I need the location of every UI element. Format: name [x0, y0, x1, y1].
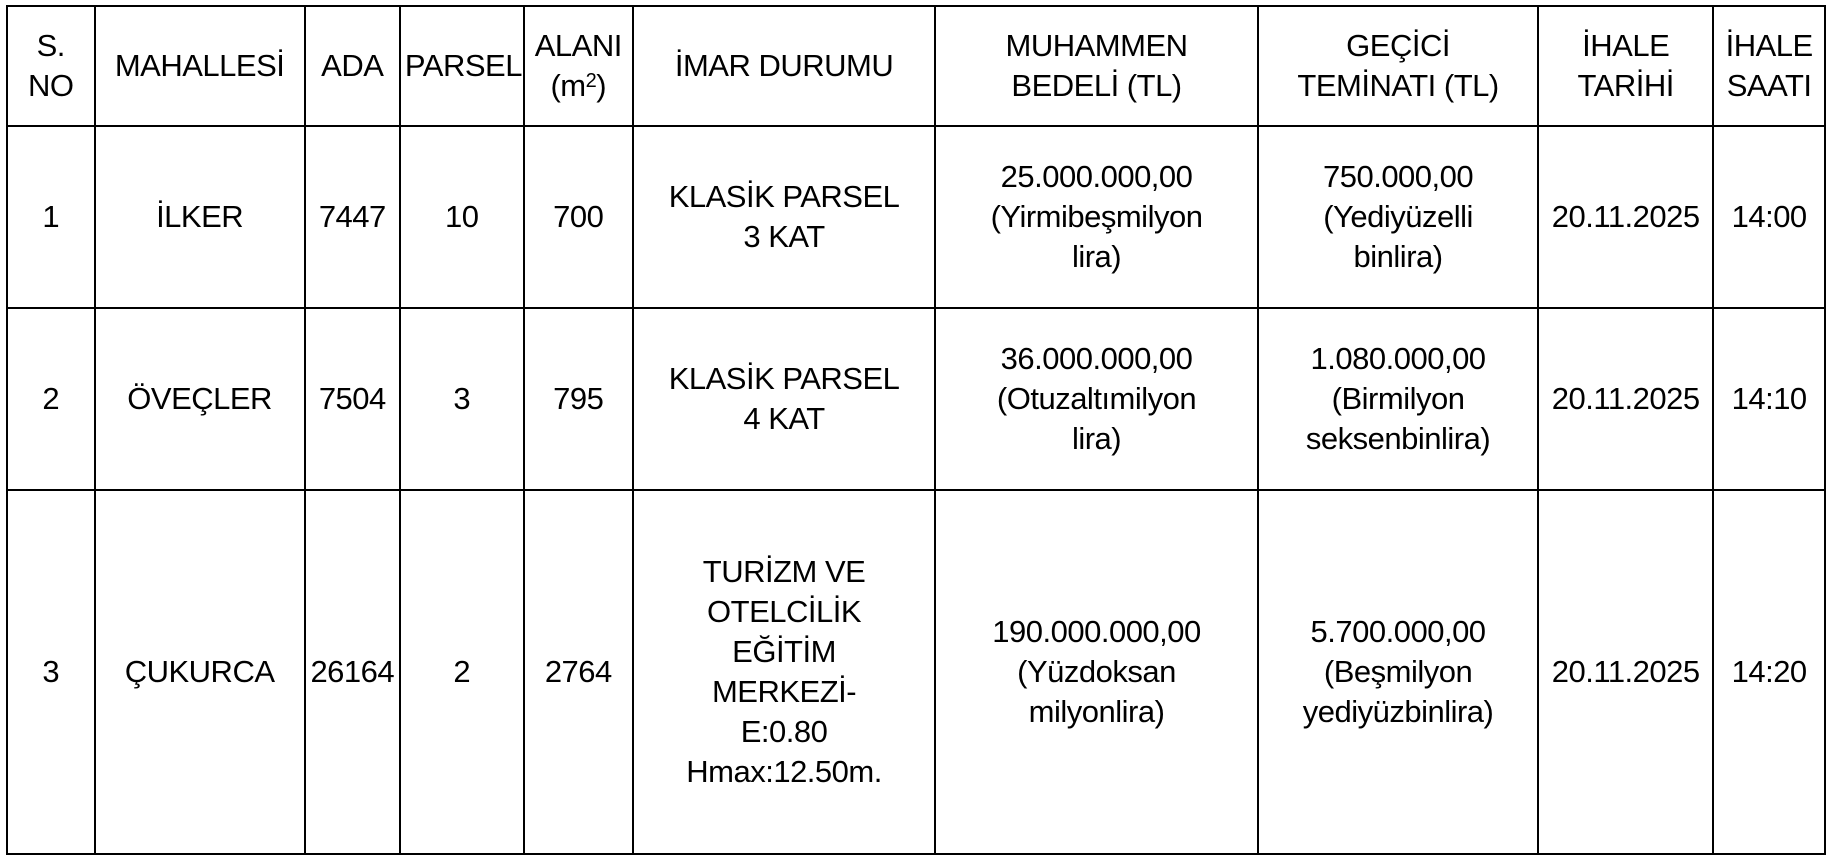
cell-imar-line: 3 KAT: [743, 219, 825, 254]
header-sno-line-1: S.: [36, 28, 65, 63]
header-tarih-line-2: TARİHİ: [1577, 68, 1674, 103]
cell-bedel: [935, 126, 1258, 308]
cell-tarih: 20.11.2025: [1538, 308, 1713, 490]
cell-alan: 700: [524, 126, 633, 308]
cell-bedel: [935, 490, 1258, 854]
cell-parsel: 2: [400, 490, 524, 854]
cell-mahalle: İLKER: [95, 126, 305, 308]
cell-teminat: [1258, 490, 1538, 854]
header-alani-unit-open: (m: [550, 68, 586, 103]
header-muhammen-line-1: MUHAMMEN: [1005, 28, 1188, 63]
cell-teminat-line: 5.700.000,00: [1310, 614, 1486, 649]
cell-imar: [633, 490, 935, 854]
cell-bedel-line: (Yüzdoksan: [1017, 654, 1176, 689]
header-alani-line-2: [529, 66, 628, 106]
header-sno: [7, 6, 95, 126]
header-imar: İMAR DURUMU: [633, 6, 935, 126]
cell-sno: 3: [7, 490, 95, 854]
auction-table: [6, 5, 1826, 855]
cell-imar: [633, 126, 935, 308]
cell-mahalle: ÇUKURCA: [95, 490, 305, 854]
cell-tarih: 20.11.2025: [1538, 126, 1713, 308]
cell-saat: 14:20: [1713, 490, 1825, 854]
cell-parsel: 10: [400, 126, 524, 308]
header-parsel: PARSEL: [400, 6, 524, 126]
cell-sno: 2: [7, 308, 95, 490]
header-teminat-line-2: TEMİNATI (TL): [1297, 68, 1499, 103]
cell-bedel-line: 36.000.000,00: [1000, 341, 1193, 376]
header-saat-line-1: İHALE: [1725, 28, 1813, 63]
cell-imar-line: 4 KAT: [743, 401, 825, 436]
table-row: [7, 308, 1825, 490]
cell-bedel-line: 190.000.000,00: [992, 614, 1201, 649]
header-muhammen-line-2: BEDELİ (TL): [1011, 68, 1182, 103]
cell-mahalle: ÖVEÇLER: [95, 308, 305, 490]
header-row: [7, 6, 1825, 126]
header-alani-unit-close: ): [596, 68, 607, 103]
header-teminat-line-1: GEÇİCİ: [1346, 28, 1450, 63]
cell-teminat: [1258, 126, 1538, 308]
cell-bedel-line: milyonlira): [1028, 694, 1165, 729]
header-tarih: [1538, 6, 1713, 126]
cell-bedel: [935, 308, 1258, 490]
cell-imar-line: EĞİTİM: [732, 634, 836, 669]
cell-imar-line: OTELCİLİK: [707, 594, 862, 629]
cell-imar-line: KLASİK PARSEL: [668, 361, 900, 396]
header-muhammen: [935, 6, 1258, 126]
header-alani: [524, 6, 633, 126]
table-row: [7, 490, 1825, 854]
header-sno-line-2: NO: [28, 68, 74, 103]
cell-saat: 14:10: [1713, 308, 1825, 490]
cell-teminat-line: 750.000,00: [1322, 159, 1474, 194]
cell-teminat-line: (Beşmilyon: [1323, 654, 1473, 689]
cell-imar-line: TURİZM VE: [702, 554, 866, 589]
header-saat-line-2: SAATI: [1726, 68, 1812, 103]
cell-teminat-line: binlira): [1353, 239, 1443, 274]
cell-imar-line: E:0.80: [740, 714, 828, 749]
header-mahallesi: MAHALLESİ: [95, 6, 305, 126]
cell-bedel-line: lira): [1071, 239, 1122, 274]
cell-alan: 795: [524, 308, 633, 490]
header-alani-unit-sup: 2: [585, 70, 597, 92]
cell-saat: 14:00: [1713, 126, 1825, 308]
cell-parsel: 3: [400, 308, 524, 490]
cell-sno: 1: [7, 126, 95, 308]
header-ada: ADA: [305, 6, 400, 126]
cell-imar: [633, 308, 935, 490]
cell-imar-line: MERKEZİ-: [711, 674, 857, 709]
cell-bedel-line: (Otuzaltımilyon: [996, 381, 1197, 416]
cell-alan: 2764: [524, 490, 633, 854]
cell-imar-line: KLASİK PARSEL: [668, 179, 900, 214]
cell-teminat-line: 1.080.000,00: [1310, 341, 1486, 376]
cell-teminat-line: (Birmilyon: [1331, 381, 1465, 416]
table-row: [7, 126, 1825, 308]
cell-teminat-line: yediyüzbinlira): [1302, 694, 1494, 729]
header-teminat: [1258, 6, 1538, 126]
cell-ada: 7447: [305, 126, 400, 308]
header-saat: [1713, 6, 1825, 126]
cell-teminat: [1258, 308, 1538, 490]
cell-tarih: 20.11.2025: [1538, 490, 1713, 854]
cell-teminat-line: seksenbinlira): [1305, 421, 1491, 456]
cell-bedel-line: (Yirmibeşmilyon: [990, 199, 1203, 234]
cell-imar-line: Hmax:12.50m.: [686, 754, 882, 789]
header-tarih-line-1: İHALE: [1582, 28, 1670, 63]
cell-bedel-line: 25.000.000,00: [1000, 159, 1193, 194]
cell-teminat-line: (Yediyüzelli: [1323, 199, 1473, 234]
header-alani-line-1: ALANI: [534, 28, 622, 63]
cell-ada: 26164: [305, 490, 400, 854]
cell-ada: 7504: [305, 308, 400, 490]
cell-bedel-line: lira): [1071, 421, 1122, 456]
